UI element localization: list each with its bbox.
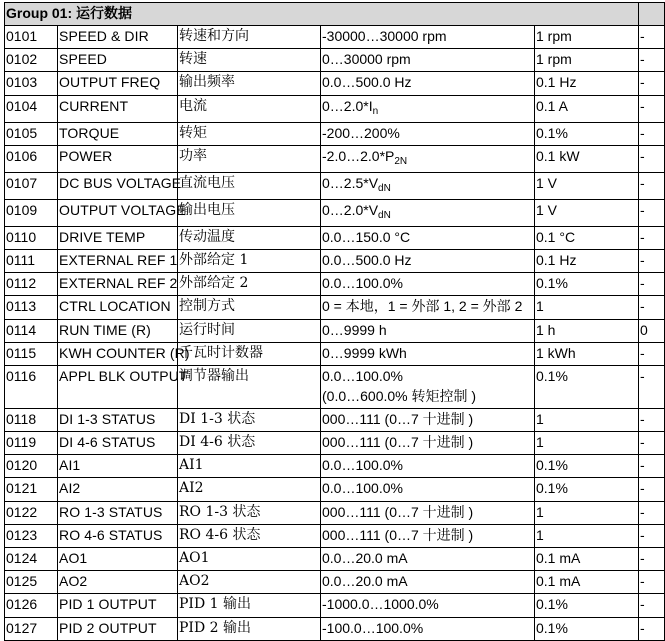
range-text: 000…111 (0…7 十进制 ) bbox=[322, 434, 474, 451]
param-extra: - bbox=[639, 296, 665, 319]
parameter-table bbox=[4, 2, 665, 641]
range-subscript: n bbox=[372, 105, 379, 117]
range-text-line2: (0.0…600.0% 转矩控制 ) bbox=[322, 387, 477, 404]
range-text: 0.0…500.0 Hz bbox=[322, 251, 412, 268]
range-text: 0…2.0*I bbox=[322, 97, 373, 114]
range-text: 0.0…20.0 mA bbox=[322, 550, 408, 566]
param-range bbox=[321, 432, 535, 455]
range-text: 0…9999 h bbox=[322, 321, 387, 338]
param-unit: 0.1 mA bbox=[535, 571, 639, 594]
param-chinese-name: AI1 bbox=[178, 455, 321, 478]
param-range bbox=[321, 145, 535, 172]
param-chinese-name: AO1 bbox=[178, 548, 321, 571]
param-unit: 1 rpm bbox=[535, 49, 639, 72]
param-unit: 0.1% bbox=[535, 122, 639, 145]
group-header-row bbox=[5, 3, 665, 26]
param-name: SPEED bbox=[58, 49, 178, 72]
param-name: RO 4-6 STATUS bbox=[58, 524, 178, 547]
param-unit: 1 bbox=[535, 296, 639, 319]
param-unit: 1 V bbox=[535, 199, 639, 226]
table-row bbox=[5, 408, 665, 431]
param-unit: 0.1% bbox=[535, 455, 639, 478]
param-index: 0121 bbox=[5, 478, 58, 501]
param-index: 0104 bbox=[5, 95, 58, 122]
param-index: 0125 bbox=[5, 571, 58, 594]
param-name: CTRL LOCATION bbox=[58, 296, 178, 319]
param-name: DC BUS VOLTAGE bbox=[58, 172, 178, 199]
param-name: POWER bbox=[58, 145, 178, 172]
param-chinese-name: 调节器输出 bbox=[178, 365, 321, 408]
range-subscript: dN bbox=[378, 209, 391, 221]
param-chinese-name: 转速和方向 bbox=[178, 26, 321, 49]
table-row bbox=[5, 617, 665, 640]
range-text: 0.0…100.0% bbox=[322, 367, 403, 384]
param-chinese-name: 功率 bbox=[178, 145, 321, 172]
param-index: 0109 bbox=[5, 199, 58, 226]
param-range bbox=[321, 617, 535, 640]
table-row bbox=[5, 249, 665, 272]
range-text: 0…30000 rpm bbox=[322, 51, 411, 68]
range-text: 0…2.5*V bbox=[322, 174, 379, 191]
param-chinese-name: PID 2 输出 bbox=[178, 617, 321, 640]
param-extra: - bbox=[639, 95, 665, 122]
range-text: 000…111 (0…7 十进制 ) bbox=[322, 410, 474, 427]
param-extra: - bbox=[639, 524, 665, 547]
range-text: -2.0…2.0*P bbox=[322, 147, 395, 164]
table-row bbox=[5, 145, 665, 172]
param-index: 0111 bbox=[5, 249, 58, 272]
param-chinese-name: DI 4-6 状态 bbox=[178, 432, 321, 455]
param-unit: 0.1% bbox=[535, 365, 639, 408]
param-chinese-name: 控制方式 bbox=[178, 296, 321, 319]
param-range bbox=[321, 226, 535, 249]
param-chinese-name: RO 1-3 状态 bbox=[178, 501, 321, 524]
param-unit: 0.1% bbox=[535, 617, 639, 640]
param-chinese-name: 传动温度 bbox=[178, 226, 321, 249]
param-index: 0102 bbox=[5, 49, 58, 72]
param-extra: - bbox=[639, 226, 665, 249]
param-index: 0112 bbox=[5, 273, 58, 296]
param-index: 0113 bbox=[5, 296, 58, 319]
table-row bbox=[5, 478, 665, 501]
param-extra: - bbox=[639, 49, 665, 72]
table-row bbox=[5, 548, 665, 571]
param-unit: 0.1 kW bbox=[535, 145, 639, 172]
param-chinese-name: 输出频率 bbox=[178, 72, 321, 95]
param-range bbox=[321, 501, 535, 524]
param-range bbox=[321, 524, 535, 547]
param-unit: 0.1% bbox=[535, 594, 639, 617]
param-chinese-name: AO2 bbox=[178, 571, 321, 594]
param-chinese-name: 千瓦时计数器 bbox=[178, 342, 321, 365]
table-row bbox=[5, 594, 665, 617]
range-text: 0.0…100.0% bbox=[322, 275, 403, 292]
table-row bbox=[5, 49, 665, 72]
param-chinese-name: 转速 bbox=[178, 49, 321, 72]
param-unit: 1 bbox=[535, 501, 639, 524]
param-name: SPEED & DIR bbox=[58, 26, 178, 49]
param-index: 0107 bbox=[5, 172, 58, 199]
param-name: PID 1 OUTPUT bbox=[58, 594, 178, 617]
param-name: APPL BLK OUTPUT bbox=[58, 365, 178, 408]
range-subscript: 2N bbox=[394, 155, 408, 167]
range-text: 000…111 (0…7 十进制 ) bbox=[322, 503, 474, 520]
param-extra: - bbox=[639, 342, 665, 365]
param-index: 0105 bbox=[5, 122, 58, 145]
param-unit: 1 h bbox=[535, 319, 639, 342]
param-extra: - bbox=[639, 432, 665, 455]
param-extra: - bbox=[639, 365, 665, 408]
param-unit: 0.1 mA bbox=[535, 548, 639, 571]
param-name: AO1 bbox=[58, 548, 178, 571]
param-range bbox=[321, 199, 535, 226]
range-text: 0.0…20.0 mA bbox=[322, 573, 408, 590]
param-range bbox=[321, 408, 535, 431]
param-index: 0101 bbox=[5, 26, 58, 49]
table-row bbox=[5, 571, 665, 594]
param-extra: - bbox=[639, 249, 665, 272]
param-name: EXTERNAL REF 2 bbox=[58, 273, 178, 296]
param-index: 0106 bbox=[5, 145, 58, 172]
param-extra: - bbox=[639, 172, 665, 199]
param-extra: - bbox=[639, 273, 665, 296]
param-range bbox=[321, 594, 535, 617]
range-text: 000…111 (0…7 十进制 ) bbox=[322, 526, 474, 543]
param-range bbox=[321, 342, 535, 365]
param-name: AI1 bbox=[58, 455, 178, 478]
param-unit: 1 kWh bbox=[535, 342, 639, 365]
param-range bbox=[321, 478, 535, 501]
param-index: 0110 bbox=[5, 226, 58, 249]
table-row bbox=[5, 432, 665, 455]
param-name: EXTERNAL REF 1 bbox=[58, 249, 178, 272]
param-name: DRIVE TEMP bbox=[58, 226, 178, 249]
param-unit: 0.1 Hz bbox=[535, 249, 639, 272]
param-extra: - bbox=[639, 501, 665, 524]
param-index: 0124 bbox=[5, 548, 58, 571]
param-chinese-name: 电流 bbox=[178, 95, 321, 122]
param-name: AI2 bbox=[58, 478, 178, 501]
param-name: DI 1-3 STATUS bbox=[58, 408, 178, 431]
param-name: CURRENT bbox=[58, 95, 178, 122]
param-index: 0119 bbox=[5, 432, 58, 455]
param-extra: - bbox=[639, 478, 665, 501]
param-range bbox=[321, 49, 535, 72]
range-text: -30000…30000 rpm bbox=[322, 28, 447, 44]
param-extra: - bbox=[639, 145, 665, 172]
param-unit: 1 V bbox=[535, 172, 639, 199]
param-index: 0126 bbox=[5, 594, 58, 617]
param-chinese-name: 转矩 bbox=[178, 122, 321, 145]
range-text: 0.0…100.0% bbox=[322, 457, 403, 474]
param-range bbox=[321, 249, 535, 272]
table-row bbox=[5, 524, 665, 547]
param-unit: 1 bbox=[535, 408, 639, 431]
param-chinese-name: 输出电压 bbox=[178, 199, 321, 226]
table-row bbox=[5, 72, 665, 95]
param-extra: - bbox=[639, 408, 665, 431]
table-row bbox=[5, 342, 665, 365]
range-text: 0 = 本地，1 = 外部 1, 2 = 外部 2 bbox=[322, 298, 523, 315]
param-index: 0122 bbox=[5, 501, 58, 524]
table-row bbox=[5, 455, 665, 478]
param-unit: 1 bbox=[535, 432, 639, 455]
range-text: 0…9999 kWh bbox=[322, 344, 407, 361]
param-extra: - bbox=[639, 72, 665, 95]
param-name: DI 4-6 STATUS bbox=[58, 432, 178, 455]
param-range bbox=[321, 548, 535, 571]
param-name: OUTPUT VOLTAGE bbox=[58, 199, 178, 226]
param-chinese-name: 外部给定 2 bbox=[178, 273, 321, 296]
range-text: 0.0…100.0% bbox=[322, 480, 403, 497]
param-chinese-name: AI2 bbox=[178, 478, 321, 501]
table-row bbox=[5, 122, 665, 145]
param-unit: 0.1 °C bbox=[535, 226, 639, 249]
param-index: 0114 bbox=[5, 319, 58, 342]
param-extra: - bbox=[639, 455, 665, 478]
range-text: -200…200% bbox=[322, 124, 400, 141]
param-index: 0118 bbox=[5, 408, 58, 431]
table-row bbox=[5, 199, 665, 226]
param-index: 0103 bbox=[5, 72, 58, 95]
param-extra: - bbox=[639, 571, 665, 594]
param-chinese-name: PID 1 输出 bbox=[178, 594, 321, 617]
table-row bbox=[5, 172, 665, 199]
param-index: 0120 bbox=[5, 455, 58, 478]
param-extra: - bbox=[639, 548, 665, 571]
group-title: Group 01: 运行数据 bbox=[5, 3, 639, 26]
range-text: 0.0…500.0 Hz bbox=[322, 74, 412, 91]
param-name: PID 2 OUTPUT bbox=[58, 617, 178, 640]
param-extra: - bbox=[639, 617, 665, 640]
param-name: RO 1-3 STATUS bbox=[58, 501, 178, 524]
param-range bbox=[321, 122, 535, 145]
param-name: RUN TIME (R) bbox=[58, 319, 178, 342]
table-row bbox=[5, 226, 665, 249]
param-chinese-name: RO 4-6 状态 bbox=[178, 524, 321, 547]
param-name: TORQUE bbox=[58, 122, 178, 145]
table-row bbox=[5, 319, 665, 342]
param-range bbox=[321, 455, 535, 478]
param-unit: 0.1% bbox=[535, 478, 639, 501]
range-text: -1000.0…1000.0% bbox=[322, 596, 439, 613]
param-unit: 1 bbox=[535, 524, 639, 547]
range-text: -100.0…100.0% bbox=[322, 619, 424, 636]
table-row bbox=[5, 95, 665, 122]
table-row bbox=[5, 273, 665, 296]
param-range bbox=[321, 273, 535, 296]
param-index: 0127 bbox=[5, 617, 58, 640]
param-range bbox=[321, 95, 535, 122]
param-index: 0123 bbox=[5, 524, 58, 547]
param-chinese-name: 外部给定 1 bbox=[178, 249, 321, 272]
param-index: 0116 bbox=[5, 365, 58, 408]
param-chinese-name: DI 1-3 状态 bbox=[178, 408, 321, 431]
table-row bbox=[5, 296, 665, 319]
table-row bbox=[5, 26, 665, 49]
param-range bbox=[321, 571, 535, 594]
param-range bbox=[321, 319, 535, 342]
param-range bbox=[321, 72, 535, 95]
param-extra: 0 bbox=[639, 319, 665, 342]
table-row bbox=[5, 365, 665, 408]
group-header-extra bbox=[639, 3, 665, 26]
param-name: OUTPUT FREQ bbox=[58, 72, 178, 95]
param-name: KWH COUNTER (R) bbox=[58, 342, 178, 365]
param-extra: - bbox=[639, 199, 665, 226]
param-range bbox=[321, 26, 535, 49]
param-unit: 1 rpm bbox=[535, 26, 639, 49]
range-text: 0.0…150.0 °C bbox=[322, 228, 411, 245]
param-chinese-name: 运行时间 bbox=[178, 319, 321, 342]
range-text: 0…2.0*V bbox=[322, 201, 379, 218]
param-extra: - bbox=[639, 26, 665, 49]
param-name: AO2 bbox=[58, 571, 178, 594]
param-unit: 0.1% bbox=[535, 273, 639, 296]
range-subscript: dN bbox=[378, 182, 391, 194]
table-row bbox=[5, 501, 665, 524]
param-chinese-name: 直流电压 bbox=[178, 172, 321, 199]
param-unit: 0.1 A bbox=[535, 95, 639, 122]
param-index: 0115 bbox=[5, 342, 58, 365]
param-extra: - bbox=[639, 122, 665, 145]
param-range bbox=[321, 296, 535, 319]
param-unit: 0.1 Hz bbox=[535, 72, 639, 95]
param-range bbox=[321, 172, 535, 199]
param-range bbox=[321, 365, 535, 408]
param-extra: - bbox=[639, 594, 665, 617]
